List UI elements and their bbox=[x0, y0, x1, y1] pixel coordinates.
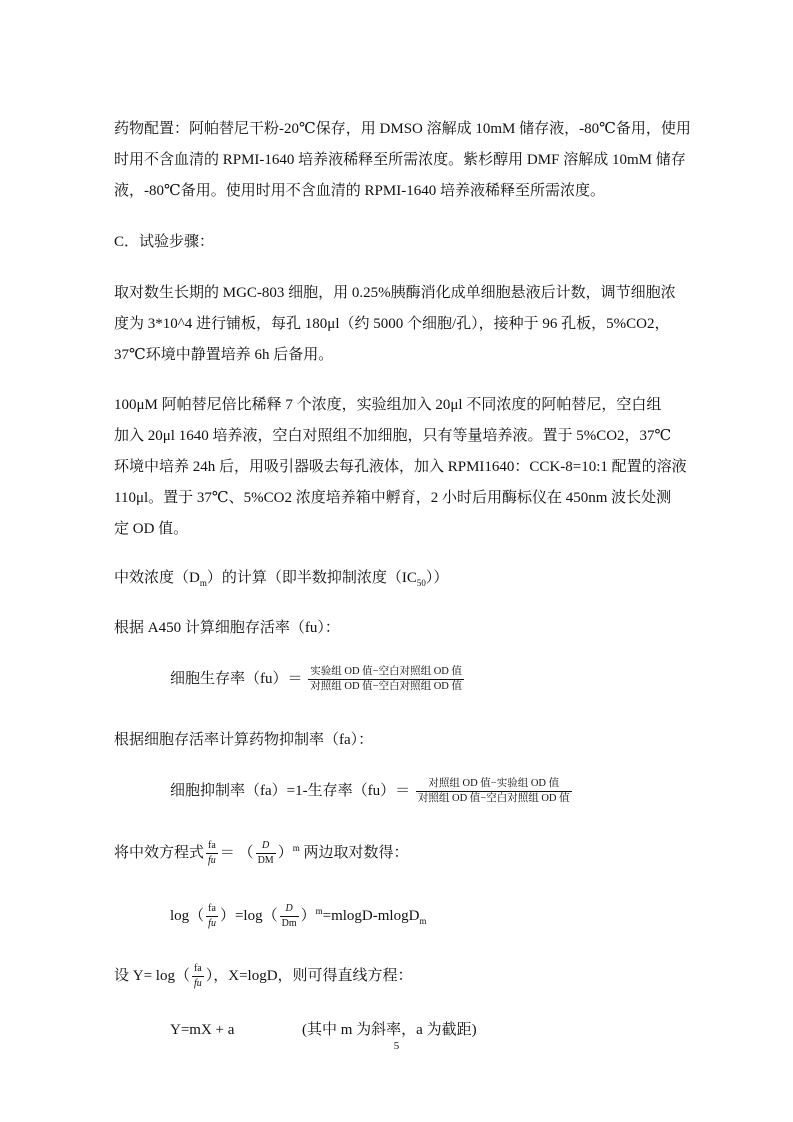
text-line: 100μM 阿帕替尼倍比稀释 7 个浓度，实验组加入 20μl 不同浓度的阿帕替尼，空白组 bbox=[114, 397, 662, 413]
drug-preparation-paragraph bbox=[114, 114, 726, 207]
fa-fu-fraction: $\frac{fa}{fu}$ bbox=[208, 903, 216, 929]
survival-rate-intro: 根据 A450 计算细胞存活率（fu）： bbox=[114, 620, 340, 636]
text-line: 药物配置：阿帕替尼干粉-20℃保存，用 DMSO 溶解成 10mM 储存液，-80℃备用，使用 bbox=[114, 121, 691, 137]
page-number: 5 bbox=[393, 1040, 400, 1052]
text-line: 液，-80℃备用。使用时用不含血清的 RPMI-1640 培养液稀释至所需浓度。 bbox=[114, 183, 605, 199]
median-concentration-heading: 中效浓度$(D_m)$的计算（即半数抑制浓度$(IC_{50})$） bbox=[114, 570, 449, 588]
d-dm-fraction: $\frac{D}{DM}$ bbox=[257, 840, 274, 866]
cell-plating-paragraph bbox=[114, 278, 726, 371]
text-line: 取对数生长期的 MGC-803 细胞，用 0.25%胰酶消化成单细胞悬液后计数，调节细胞浓 bbox=[114, 285, 676, 301]
text-line: 37℃环境中静置培养 6h 后备用。 bbox=[114, 347, 334, 363]
linear-equation-note: (其中 m 为斜率，a 为截距) bbox=[302, 1022, 477, 1038]
set-variables-line: 设 Y= log（ $\frac{fa}{fu}$ ），X=logD，则可得直线方程： bbox=[114, 963, 413, 989]
text-line: 时用不含血清的 RPMI-1640 培养液稀释至所需浓度。紫杉醇用 DMF 溶解成 10mM 储存 bbox=[114, 152, 686, 168]
inhibition-rate-equation: 细胞抑制率（fa）=1-生存率（fu）＝ $\frac{\text{对照组 OD 值−实验组 OD 值}}{\text{对照组 OD 值−空白对照组 OD 值}}$ bbox=[170, 778, 570, 804]
section-heading-c: C．试验步骤： bbox=[114, 234, 215, 250]
log-equation: log（ $\frac{fa}{fu}$ ）=log（ $\frac{D}{Dm}$ ）$^m$=mlogD-mlogD$_m$ bbox=[170, 903, 427, 929]
text-line: 110μl。置于 37℃、5%CO2 浓度培养箱中孵育，2 小时后用酶标仪在 450nm 波长处测 bbox=[114, 490, 672, 506]
survival-rate-equation: 细胞生存率（fu）＝ $\frac{\text{实验组 OD 值−空白对照组 OD 值}}{\text{对照组 OD 值−空白对照组 OD 值}}$ bbox=[170, 666, 463, 692]
survival-rate-fraction: $\frac{\text{实验组 OD 值−空白对照组 OD 值}}{\text{对照组 OD 值−空白对照组 OD 值}}$ bbox=[310, 666, 463, 692]
inhibition-rate-fraction: $\frac{\text{对照组 OD 值−实验组 OD 值}}{\text{对照组 OD 值−空白对照组 OD 值}}$ bbox=[417, 778, 570, 804]
text-line: 定 OD 值。 bbox=[114, 521, 189, 537]
linear-equation: Y=mX + a bbox=[170, 1022, 235, 1038]
d-dm-fraction: $\frac{D}{Dm}$ bbox=[281, 903, 297, 929]
text-line: 加入 20μl 1640 培养液，空白对照组不加细胞，只有等量培养液。置于 5%CO2，37℃ bbox=[114, 428, 672, 444]
fa-fu-fraction: $\frac{fa}{fu}$ bbox=[208, 840, 216, 866]
median-effect-equation: 将中效方程式 $\frac{fa}{fu}$ ＝ （ $\frac{D}{DM}$ ）$^m$ 两边取对数得： bbox=[114, 840, 409, 866]
drug-treatment-paragraph bbox=[114, 390, 726, 545]
text-line: 度为 3*10^4 进行铺板，每孔 180μl（约 5000 个细胞/孔），接种于 96 孔板，5%CO2， bbox=[114, 316, 670, 332]
text-line: 环境中培养 24h 后，用吸引器吸去每孔液体，加入 RPMI1640：CCK-8=10:1 配置的溶液 bbox=[114, 459, 687, 475]
fa-fu-fraction: $\frac{fa}{fu}$ bbox=[193, 963, 202, 989]
inhibition-rate-intro: 根据细胞存活率计算药物抑制率（fa）： bbox=[114, 732, 374, 748]
